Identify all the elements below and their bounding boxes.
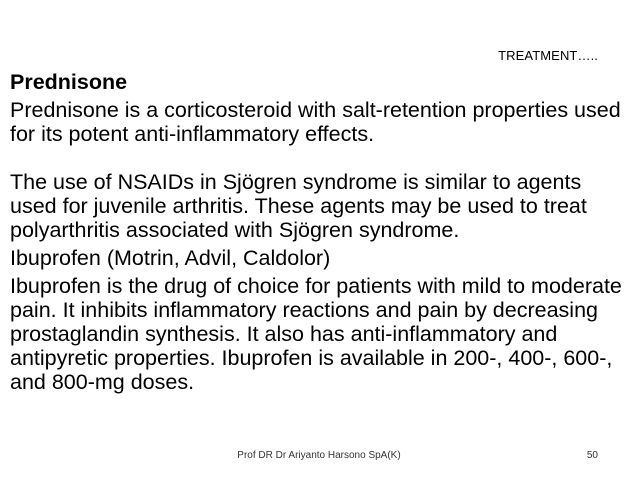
footer-page-number: 50	[586, 450, 598, 461]
paragraph-nsaids: The use of NSAIDs in Sjögren syndrome is similar to agents used for juvenile arthritis. These agents may be used to treat polyarthritis associated with Sjögren syndrome.	[10, 170, 587, 242]
paragraph-ibuprofen-title: Ibuprofen (Motrin, Advil, Caldolor)	[10, 246, 331, 270]
paragraph-prednisone-description: Prednisone is a corticosteroid with salt-retention properties used for its potent anti-inflammatory effects.	[10, 98, 621, 146]
paragraph-gap	[10, 146, 632, 170]
slide-content	[10, 70, 632, 394]
slide-header: TREATMENT…..	[498, 48, 598, 63]
heading-prednisone: Prednisone	[10, 70, 128, 94]
paragraph-ibuprofen-description: Ibuprofen is the drug of choice for patients with mild to moderate pain. It inhibits inflammatory reactions and pain by decreasing prostaglandin synthesis. It also has anti-inflammatory and antipyretic properties. Ibuprofen is available in 200-, 400-, 600-, and 800-mg doses.	[10, 274, 622, 394]
footer-credit: Prof DR Dr Ariyanto Harsono SpA(K)	[237, 450, 401, 461]
